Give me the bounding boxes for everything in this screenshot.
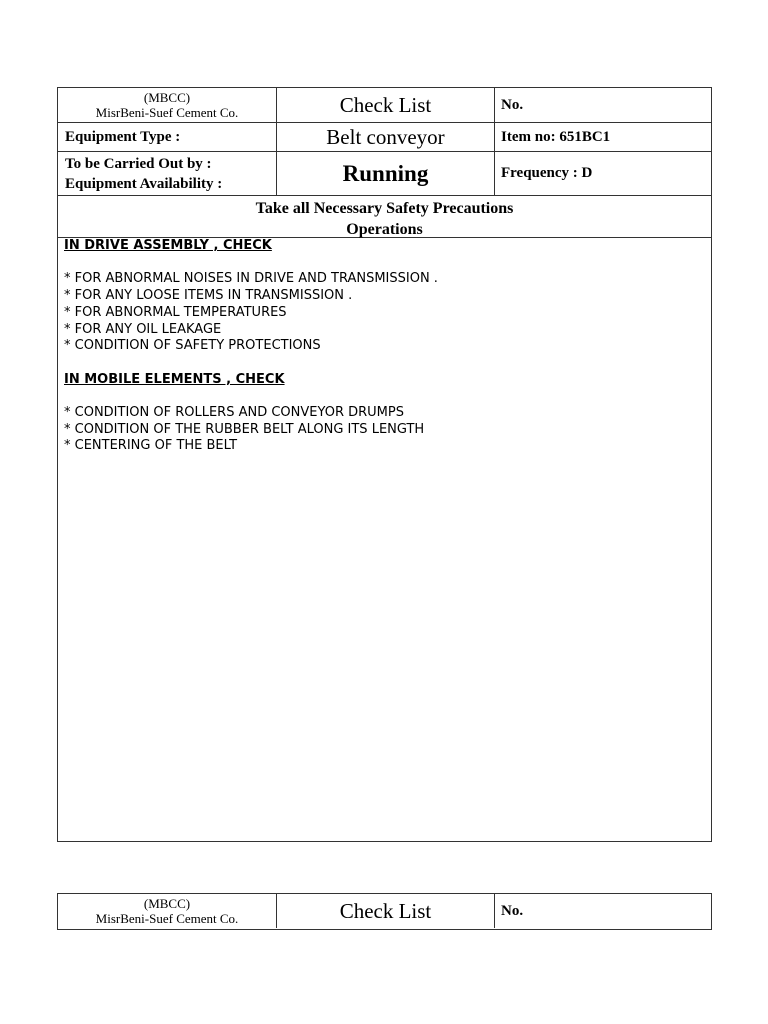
section-drive-assembly	[64, 238, 711, 355]
equipment-availability-label: Equipment Availability :	[65, 175, 223, 192]
item-number: Item no: 651BC1	[501, 128, 611, 145]
list-item: * FOR ANY LOOSE ITEMS IN TRANSMISSION .	[64, 288, 353, 304]
schedule-row	[58, 152, 711, 196]
section-mobile-elements	[64, 372, 711, 456]
company-abbr: (MBCC)	[143, 896, 191, 911]
list-item: * FOR ABNORMAL NOISES IN DRIVE AND TRANSMISSION .	[64, 271, 438, 287]
equipment-type-value: Belt conveyor	[277, 123, 495, 151]
equipment-type-label: Equipment Type :	[58, 123, 277, 151]
list-item: * FOR ABNORMAL TEMPERATURES	[64, 304, 287, 320]
doc-title: Check List	[277, 894, 495, 928]
next-page-header	[57, 893, 712, 930]
equipment-availability-value: Running	[277, 152, 495, 195]
header-row	[58, 88, 711, 123]
list-item: * CENTERING OF THE BELT	[64, 438, 238, 454]
schedule-labels	[58, 152, 277, 195]
list-item: * CONDITION OF SAFETY PROTECTIONS	[64, 338, 321, 354]
header-row	[58, 894, 711, 928]
safety-notice: Take all Necessary Safety Precautions	[255, 200, 514, 217]
checklist-body	[58, 238, 711, 455]
safety-banner	[58, 196, 711, 238]
section-title: IN DRIVE ASSEMBLY , CHECK	[64, 238, 272, 253]
company-cell	[58, 894, 277, 928]
section-title: IN MOBILE ELEMENTS , CHECK	[64, 371, 285, 387]
company-name: MisrBeni-Suef Cement Co.	[95, 911, 239, 926]
company-abbr: (MBCC)	[143, 90, 191, 105]
equipment-row	[58, 123, 711, 152]
list-item: * CONDITION OF ROLLERS AND CONVEYOR DRUMPS	[64, 404, 404, 420]
operations-heading: Operations	[346, 221, 423, 238]
doc-number-label: No.	[501, 96, 524, 113]
company-cell	[58, 88, 277, 122]
doc-number-label: No.	[501, 902, 524, 919]
frequency: Frequency : D	[501, 165, 593, 181]
checklist-sheet	[57, 87, 712, 842]
doc-title: Check List	[277, 88, 495, 122]
list-item: * CONDITION OF THE RUBBER BELT ALONG ITS LENGTH	[64, 421, 425, 437]
list-item: * FOR ANY OIL LEAKAGE	[64, 321, 222, 337]
carried-out-by-label: To be Carried Out by :	[65, 155, 212, 172]
company-name: MisrBeni-Suef Cement Co.	[95, 105, 239, 120]
